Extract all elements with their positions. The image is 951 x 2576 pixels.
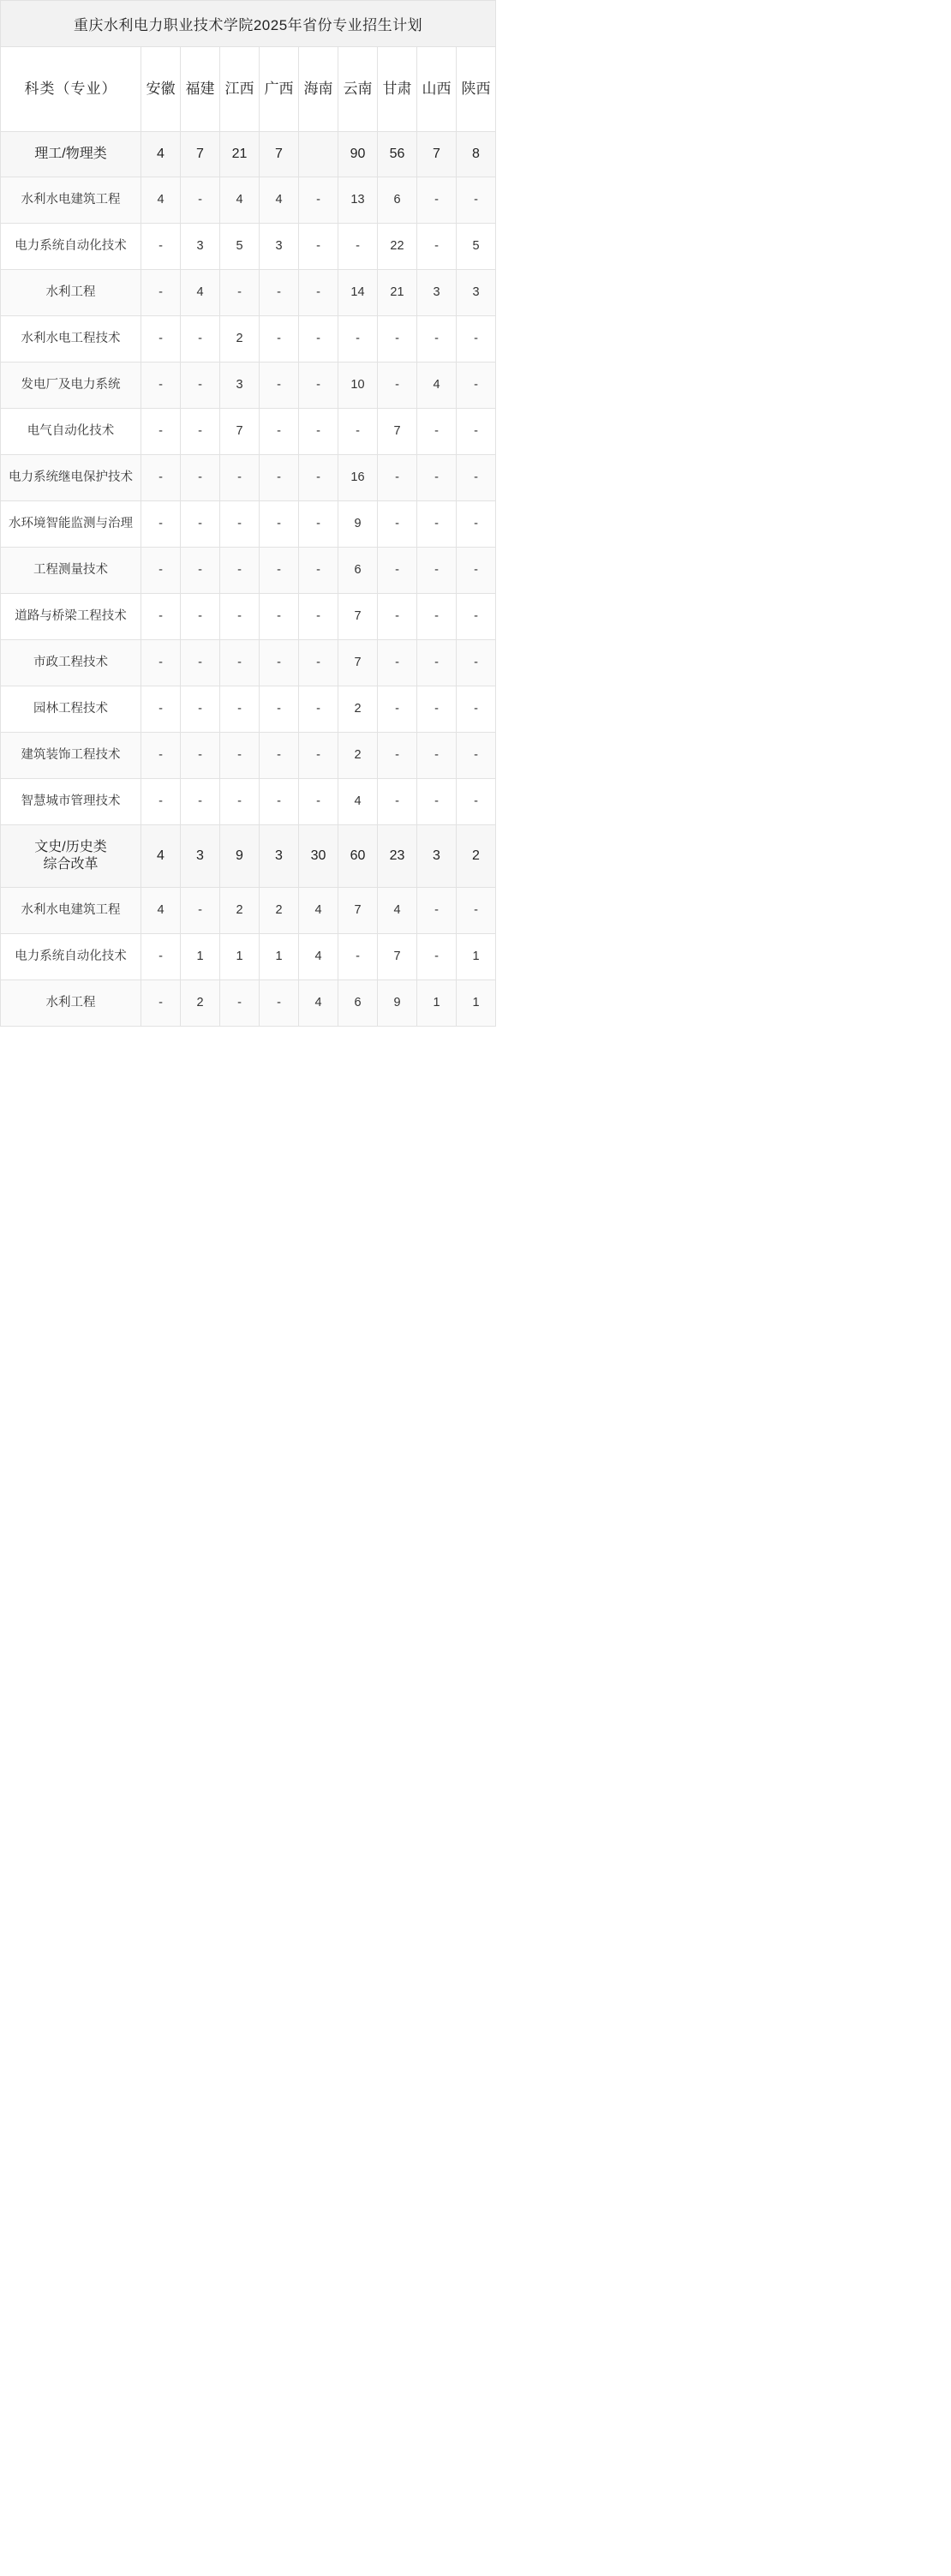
plan-count-cell: - (260, 594, 299, 640)
plan-count-cell: - (220, 686, 260, 733)
column-header-province: 云南 (338, 47, 378, 132)
plan-count-cell: - (299, 640, 338, 686)
plan-count-cell: - (299, 455, 338, 501)
plan-count-cell: - (299, 409, 338, 455)
plan-count-cell: - (181, 733, 220, 779)
plan-count-cell: - (220, 270, 260, 316)
plan-count-cell: - (378, 594, 417, 640)
plan-count-cell: - (141, 409, 181, 455)
major-name: 电力系统继电保护技术 (1, 455, 141, 501)
plan-count-cell: - (417, 888, 457, 934)
plan-count-cell: - (457, 888, 496, 934)
table-body (1, 1, 496, 1027)
page-title: 重庆水利电力职业技术学院2025年省份专业招生计划 (1, 1, 496, 47)
plan-count-cell: 3 (417, 825, 457, 888)
plan-count-cell: - (181, 362, 220, 409)
plan-count-cell: - (141, 548, 181, 594)
major-name: 工程测量技术 (1, 548, 141, 594)
group-label: 文史/历史类 综合改革 (1, 825, 141, 888)
plan-count-cell: - (260, 455, 299, 501)
plan-count-cell: - (457, 640, 496, 686)
plan-count-cell: - (338, 934, 378, 980)
plan-count-cell: 7 (378, 934, 417, 980)
plan-count-cell: - (457, 409, 496, 455)
column-header-category: 科类（专业） (1, 47, 141, 132)
group-label: 理工/物理类 (1, 132, 141, 177)
plan-count-cell: - (378, 316, 417, 362)
plan-count-cell: - (299, 548, 338, 594)
plan-count-cell: 1 (260, 934, 299, 980)
plan-count-cell: 5 (220, 224, 260, 270)
plan-count-cell: - (338, 409, 378, 455)
plan-count-cell: - (299, 316, 338, 362)
plan-count-cell: - (378, 733, 417, 779)
column-header-province: 广西 (260, 47, 299, 132)
plan-count-cell: 7 (338, 594, 378, 640)
table-row (1, 316, 496, 362)
plan-count-cell: 1 (417, 980, 457, 1027)
plan-count-cell: 56 (378, 132, 417, 177)
major-name: 水利工程 (1, 270, 141, 316)
plan-count-cell: - (417, 548, 457, 594)
table-row (1, 362, 496, 409)
plan-count-cell: - (181, 455, 220, 501)
plan-count-cell: - (141, 980, 181, 1027)
plan-count-cell: 30 (299, 825, 338, 888)
plan-count-cell: - (220, 779, 260, 825)
plan-count-cell: 4 (181, 270, 220, 316)
plan-count-cell: - (220, 455, 260, 501)
table-group-row (1, 132, 496, 177)
plan-count-cell: - (260, 686, 299, 733)
plan-count-cell: - (338, 316, 378, 362)
table-row (1, 409, 496, 455)
major-name: 水环境智能监测与治理 (1, 501, 141, 548)
major-name: 水利水电建筑工程 (1, 888, 141, 934)
major-name: 建筑装饰工程技术 (1, 733, 141, 779)
plan-count-cell: 3 (417, 270, 457, 316)
plan-count-cell: 2 (338, 686, 378, 733)
plan-count-cell: 1 (457, 980, 496, 1027)
table-title-row (1, 1, 496, 47)
plan-count-cell: 2 (181, 980, 220, 1027)
plan-count-cell: 3 (260, 224, 299, 270)
plan-count-cell: 4 (299, 888, 338, 934)
plan-count-cell: - (417, 733, 457, 779)
plan-count-cell: 21 (220, 132, 260, 177)
plan-count-cell: 7 (338, 888, 378, 934)
plan-count-cell: - (457, 501, 496, 548)
table-row (1, 177, 496, 224)
plan-count-cell: - (181, 779, 220, 825)
plan-count-cell: - (141, 362, 181, 409)
plan-count-cell: - (378, 686, 417, 733)
plan-count-cell: 4 (338, 779, 378, 825)
plan-count-cell: - (181, 501, 220, 548)
column-header-province: 福建 (181, 47, 220, 132)
column-header-province: 安徽 (141, 47, 181, 132)
plan-count-cell: - (141, 686, 181, 733)
table-group-row (1, 825, 496, 888)
plan-count-cell: - (457, 733, 496, 779)
table-row (1, 934, 496, 980)
plan-count-cell: 7 (338, 640, 378, 686)
plan-count-cell: - (260, 316, 299, 362)
plan-count-cell: - (141, 455, 181, 501)
plan-count-cell: - (181, 548, 220, 594)
plan-count-cell: 3 (220, 362, 260, 409)
plan-count-cell: 7 (378, 409, 417, 455)
plan-count-cell: - (417, 594, 457, 640)
plan-count-cell: 3 (181, 825, 220, 888)
table-row (1, 733, 496, 779)
plan-count-cell: - (141, 594, 181, 640)
plan-count-cell: - (181, 594, 220, 640)
plan-count-cell: 21 (378, 270, 417, 316)
plan-count-cell: - (260, 409, 299, 455)
plan-count-cell: 1 (457, 934, 496, 980)
plan-count-cell: - (417, 177, 457, 224)
column-header-province: 山西 (417, 47, 457, 132)
column-header-province: 海南 (299, 47, 338, 132)
plan-count-cell: - (260, 779, 299, 825)
table-row (1, 270, 496, 316)
plan-count-cell: - (260, 733, 299, 779)
plan-count-cell (299, 132, 338, 177)
plan-count-cell: 22 (378, 224, 417, 270)
plan-count-cell: - (338, 224, 378, 270)
admissions-plan-table (0, 0, 496, 1027)
plan-count-cell: - (457, 362, 496, 409)
major-name: 水利水电工程技术 (1, 316, 141, 362)
plan-count-cell: - (220, 594, 260, 640)
plan-count-cell: - (141, 640, 181, 686)
plan-count-cell: - (181, 888, 220, 934)
plan-count-cell: - (299, 362, 338, 409)
plan-count-cell: - (417, 779, 457, 825)
plan-count-cell: - (260, 501, 299, 548)
plan-count-cell: 1 (181, 934, 220, 980)
plan-count-cell: 16 (338, 455, 378, 501)
plan-count-cell: - (417, 224, 457, 270)
plan-count-cell: 2 (457, 825, 496, 888)
plan-count-cell: - (141, 779, 181, 825)
plan-count-cell: - (457, 177, 496, 224)
plan-count-cell: - (457, 455, 496, 501)
plan-count-cell: 10 (338, 362, 378, 409)
plan-count-cell: 2 (220, 888, 260, 934)
column-header-province: 甘肃 (378, 47, 417, 132)
plan-count-cell: - (417, 316, 457, 362)
plan-count-cell: - (220, 501, 260, 548)
plan-count-cell: - (299, 779, 338, 825)
plan-count-cell: - (141, 733, 181, 779)
column-header-province: 江西 (220, 47, 260, 132)
plan-count-cell: 2 (338, 733, 378, 779)
plan-count-cell: 3 (181, 224, 220, 270)
plan-count-cell: 8 (457, 132, 496, 177)
table-row (1, 594, 496, 640)
plan-count-cell: 3 (260, 825, 299, 888)
plan-count-cell: - (417, 640, 457, 686)
plan-count-cell: 4 (299, 980, 338, 1027)
major-name: 电力系统自动化技术 (1, 934, 141, 980)
major-name: 园林工程技术 (1, 686, 141, 733)
plan-count-cell: - (417, 409, 457, 455)
plan-count-cell: - (299, 686, 338, 733)
plan-count-cell: 7 (260, 132, 299, 177)
plan-count-cell: - (299, 733, 338, 779)
major-name: 水利工程 (1, 980, 141, 1027)
table-row (1, 980, 496, 1027)
plan-count-cell: 7 (417, 132, 457, 177)
plan-count-cell: - (181, 177, 220, 224)
plan-count-cell: 60 (338, 825, 378, 888)
plan-count-cell: - (260, 270, 299, 316)
table-row (1, 779, 496, 825)
plan-count-cell: 5 (457, 224, 496, 270)
plan-count-cell: - (299, 594, 338, 640)
plan-count-cell: - (457, 686, 496, 733)
column-header-province: 陕西 (457, 47, 496, 132)
plan-count-cell: - (260, 640, 299, 686)
plan-count-cell: - (260, 548, 299, 594)
plan-count-cell: - (457, 594, 496, 640)
plan-count-cell: 6 (338, 548, 378, 594)
plan-count-cell: - (457, 779, 496, 825)
plan-count-cell: 23 (378, 825, 417, 888)
plan-count-cell: 4 (260, 177, 299, 224)
plan-count-cell: - (220, 548, 260, 594)
plan-count-cell: - (141, 934, 181, 980)
table-row (1, 548, 496, 594)
plan-count-cell: - (299, 177, 338, 224)
plan-count-cell: - (220, 640, 260, 686)
plan-count-cell: 4 (141, 888, 181, 934)
plan-count-cell: - (457, 548, 496, 594)
plan-count-cell: 9 (378, 980, 417, 1027)
plan-count-cell: - (417, 501, 457, 548)
major-name: 市政工程技术 (1, 640, 141, 686)
table-header-row (1, 47, 496, 132)
plan-count-cell: - (299, 270, 338, 316)
plan-count-cell: 4 (299, 934, 338, 980)
plan-count-cell: - (260, 980, 299, 1027)
major-name: 电气自动化技术 (1, 409, 141, 455)
plan-count-cell: 4 (141, 132, 181, 177)
major-name: 发电厂及电力系统 (1, 362, 141, 409)
plan-count-cell: - (181, 409, 220, 455)
plan-count-cell: - (141, 501, 181, 548)
plan-count-cell: 4 (417, 362, 457, 409)
plan-count-cell: - (220, 980, 260, 1027)
plan-count-cell: 1 (220, 934, 260, 980)
plan-count-cell: - (417, 455, 457, 501)
plan-count-cell: - (299, 501, 338, 548)
plan-count-cell: - (417, 934, 457, 980)
plan-count-cell: - (378, 362, 417, 409)
plan-count-cell: - (181, 686, 220, 733)
admissions-plan-table-wrapper (0, 0, 495, 1027)
table-row (1, 455, 496, 501)
page-root (0, 0, 951, 1027)
plan-count-cell: 6 (378, 177, 417, 224)
major-name: 电力系统自动化技术 (1, 224, 141, 270)
plan-count-cell: 7 (220, 409, 260, 455)
plan-count-cell: 4 (220, 177, 260, 224)
plan-count-cell: - (220, 733, 260, 779)
plan-count-cell: - (378, 779, 417, 825)
table-row (1, 888, 496, 934)
major-name: 水利水电建筑工程 (1, 177, 141, 224)
plan-count-cell: 14 (338, 270, 378, 316)
major-name: 道路与桥梁工程技术 (1, 594, 141, 640)
table-row (1, 640, 496, 686)
major-name: 智慧城市管理技术 (1, 779, 141, 825)
plan-count-cell: - (181, 640, 220, 686)
plan-count-cell: - (378, 548, 417, 594)
plan-count-cell: - (417, 686, 457, 733)
plan-count-cell: 90 (338, 132, 378, 177)
plan-count-cell: 2 (220, 316, 260, 362)
plan-count-cell: - (299, 224, 338, 270)
plan-count-cell: 3 (457, 270, 496, 316)
plan-count-cell: - (141, 224, 181, 270)
plan-count-cell: 7 (181, 132, 220, 177)
plan-count-cell: 9 (338, 501, 378, 548)
plan-count-cell: - (378, 455, 417, 501)
plan-count-cell: - (457, 316, 496, 362)
plan-count-cell: - (141, 270, 181, 316)
table-row (1, 686, 496, 733)
plan-count-cell: - (141, 316, 181, 362)
plan-count-cell: 4 (141, 825, 181, 888)
table-row (1, 224, 496, 270)
plan-count-cell: 13 (338, 177, 378, 224)
plan-count-cell: 9 (220, 825, 260, 888)
plan-count-cell: 4 (141, 177, 181, 224)
plan-count-cell: - (260, 362, 299, 409)
plan-count-cell: 4 (378, 888, 417, 934)
plan-count-cell: - (378, 640, 417, 686)
plan-count-cell: - (378, 501, 417, 548)
plan-count-cell: 2 (260, 888, 299, 934)
plan-count-cell: 6 (338, 980, 378, 1027)
table-row (1, 501, 496, 548)
plan-count-cell: - (181, 316, 220, 362)
